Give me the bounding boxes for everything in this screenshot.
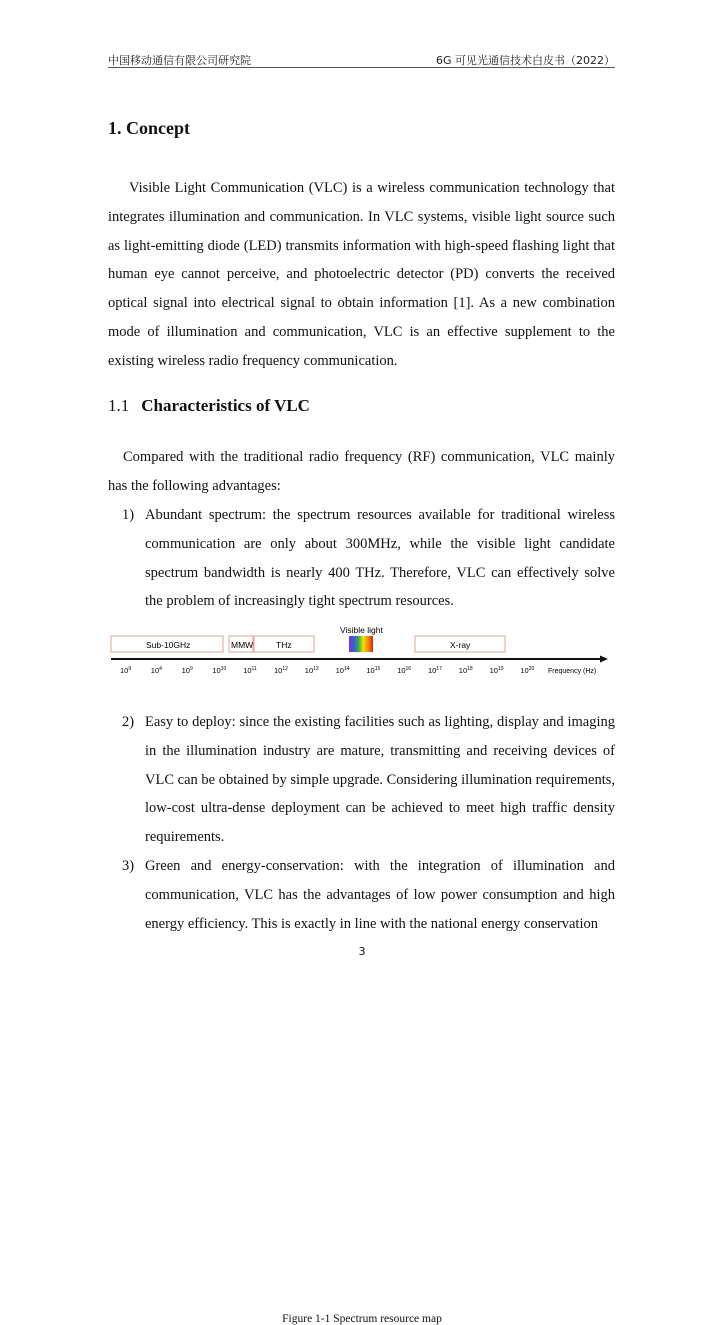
tick-labels [120,666,535,675]
page-number: 3 [358,945,366,958]
list-item-text: Green and energy-conservation: with the integration of illumination and communication, VLC has the advantages of low power consumption and high energy efficiency. This is exactly in line with the national energy conservation [145,858,615,932]
band-xray-label: X-ray [450,640,471,650]
axis-label: Frequency (Hz) [548,668,597,675]
section-heading-concept: 1. Concept [108,118,190,138]
header-document-title: 6G 可见光通信技术白皮书（2022） [435,54,615,67]
tick-label: $10^{15}$ [366,666,381,675]
list-item-number: 2) [122,714,135,730]
list-item-number: 1) [122,507,135,523]
list-item [108,852,615,938]
axis-arrowhead [600,656,608,663]
tick-label: $10^{11}$ [243,666,257,675]
subsection-number: 1.1 [108,396,130,415]
figure-caption: Figure 1-1 Spectrum resource map [282,1313,442,1325]
tick-label: $10^9$ [181,666,193,675]
subsection-title: Characteristics of VLC [141,396,310,415]
tick-label: $10^{20}$ [520,666,535,675]
tick-label: $10^{10}$ [212,666,227,675]
list-item-text: Easy to deploy: since the existing facilities such as lighting, display and imaging in the illumination industry are mature, transmitting and receiving devices of VLC can be obtained by simple upgrade. Considering illumination requirements, low-cost ultra-dense deployment can be achieved to meet high traffic density requirements. [145,714,615,846]
band-thz-label: THz [276,640,292,650]
header-organization: 中国移动通信有限公司研究院 [108,54,251,67]
tick-label: $10^{17}$ [428,666,442,675]
characteristics-intro: Compared with the traditional radio frequency (RF) communication, VLC mainly has the following advantages: [108,449,615,494]
tick-label: $10^{18}$ [458,666,473,675]
tick-label: $10^9$ [120,666,132,675]
list-item [108,708,615,852]
band-visible-label: Visible light [340,625,383,635]
tick-label: $10^{14}$ [335,666,350,675]
tick-label: $10^{13}$ [304,666,319,675]
list-item-number: 3) [122,858,135,874]
tick-label: $10^4$ [150,666,162,675]
band-mmw-label: MMW [231,640,254,650]
visible-spectrum-gradient [349,636,373,652]
tick-label: $10^{19}$ [489,666,504,675]
subsection-heading-characteristics [108,396,310,416]
list-item [108,501,615,616]
tick-label: $10^{12}$ [274,666,288,675]
band-sub10ghz-label: Sub-10GHz [146,640,191,650]
concept-paragraph: Visible Light Communication (VLC) is a wireless communication technology that integrates illumination and communication. In VLC systems, visible light source such as light-emitting diode (LED) transmits information with high-speed flashing light that human eye cannot perceive, and photoelectric detector (PD) converts the received optical signal into electrical signal to obtain information [1]. As a new combination mode of illumination and communication, VLC is an effective supplement to the existing wireless radio frequency communication. [108,180,615,369]
tick-label: $10^{16}$ [397,666,412,675]
header-divider [108,67,615,68]
list-item-text: Abundant spectrum: the spectrum resources available for traditional wireless communication are only about 300MHz, while the visible light candidate spectrum bandwidth is nearly 400 THz. Therefore, VLC can effectively solve the problem of increasingly tight spectrum resources. [145,507,615,610]
spectrum-diagram [108,622,616,682]
